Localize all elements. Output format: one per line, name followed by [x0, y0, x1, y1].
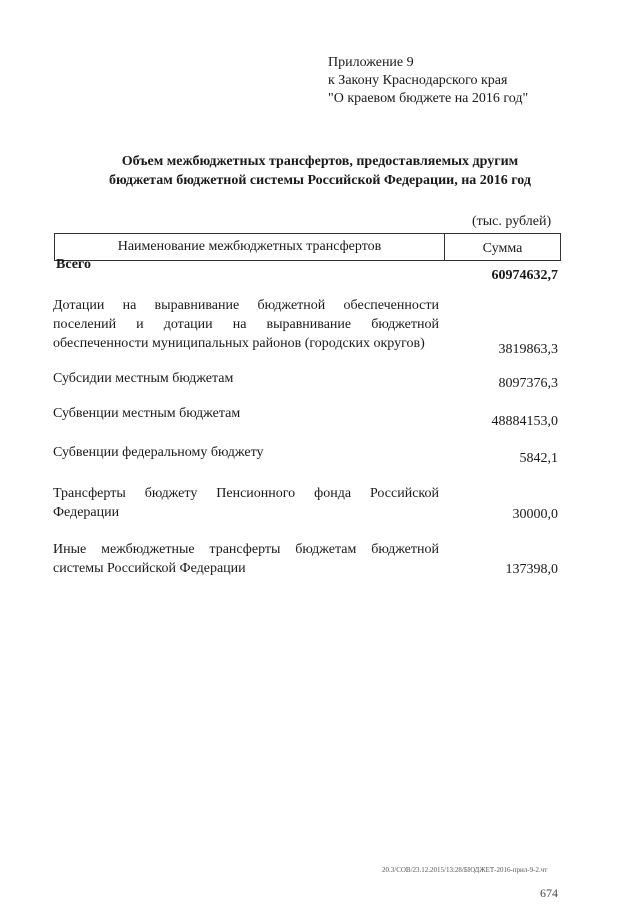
page-number: 674	[540, 886, 558, 900]
table-row-value: 30000,0	[512, 507, 558, 522]
table-row-name: Иные межбюджетные трансферты бюджетам бюджетной системы Российской Федерации	[53, 542, 439, 576]
table-row-value: 8097376,3	[498, 376, 558, 391]
column-header-sum: Сумма	[482, 241, 523, 256]
column-header-name: Наименование межбюджетных трансфертов	[55, 234, 445, 260]
appendix-law: к Закону Краснодарского края	[328, 73, 508, 88]
table-row-value: 5842,1	[519, 451, 558, 466]
appendix-number: Приложение 9	[328, 55, 414, 70]
table-row-name: Субвенции местным бюджетам	[53, 406, 241, 421]
total-value: 60974632,7	[491, 268, 558, 283]
table-row-value: 137398,0	[505, 562, 558, 577]
document-title-line-2: бюджетам бюджетной системы Российской Федерации, на 2016 год	[109, 173, 531, 188]
total-label: Всего	[56, 257, 91, 272]
document-title-line-1: Объем межбюджетных трансфертов, предоставляемых другим	[121, 154, 519, 169]
table-row-name: Субсидии местным бюджетам	[53, 371, 234, 386]
document-code: 20.3/СОВ/23.12.2015/13:28/БЮДЖЕТ-2016-прил-9-2.чт	[382, 866, 548, 874]
units-label: (тыс. рублей)	[472, 214, 552, 229]
appendix-law-title: "О краевом бюджете на 2016 год"	[328, 91, 529, 106]
table-row-value: 3819863,3	[498, 342, 558, 357]
table-row-name: Дотации на выравнивание бюджетной обеспеченности поселений и дотации на выравнивание бюджетной обеспеченности муниципальных районов (городских округов)	[53, 298, 439, 351]
table-row-name: Субвенции федеральному бюджету	[53, 445, 264, 460]
appendix-reference	[328, 54, 528, 108]
table-header	[54, 233, 561, 261]
table-row-value: 48884153,0	[491, 414, 558, 429]
document-title	[60, 152, 580, 190]
table-row-name: Трансферты бюджету Пенсионного фонда Российской Федерации	[53, 486, 439, 520]
